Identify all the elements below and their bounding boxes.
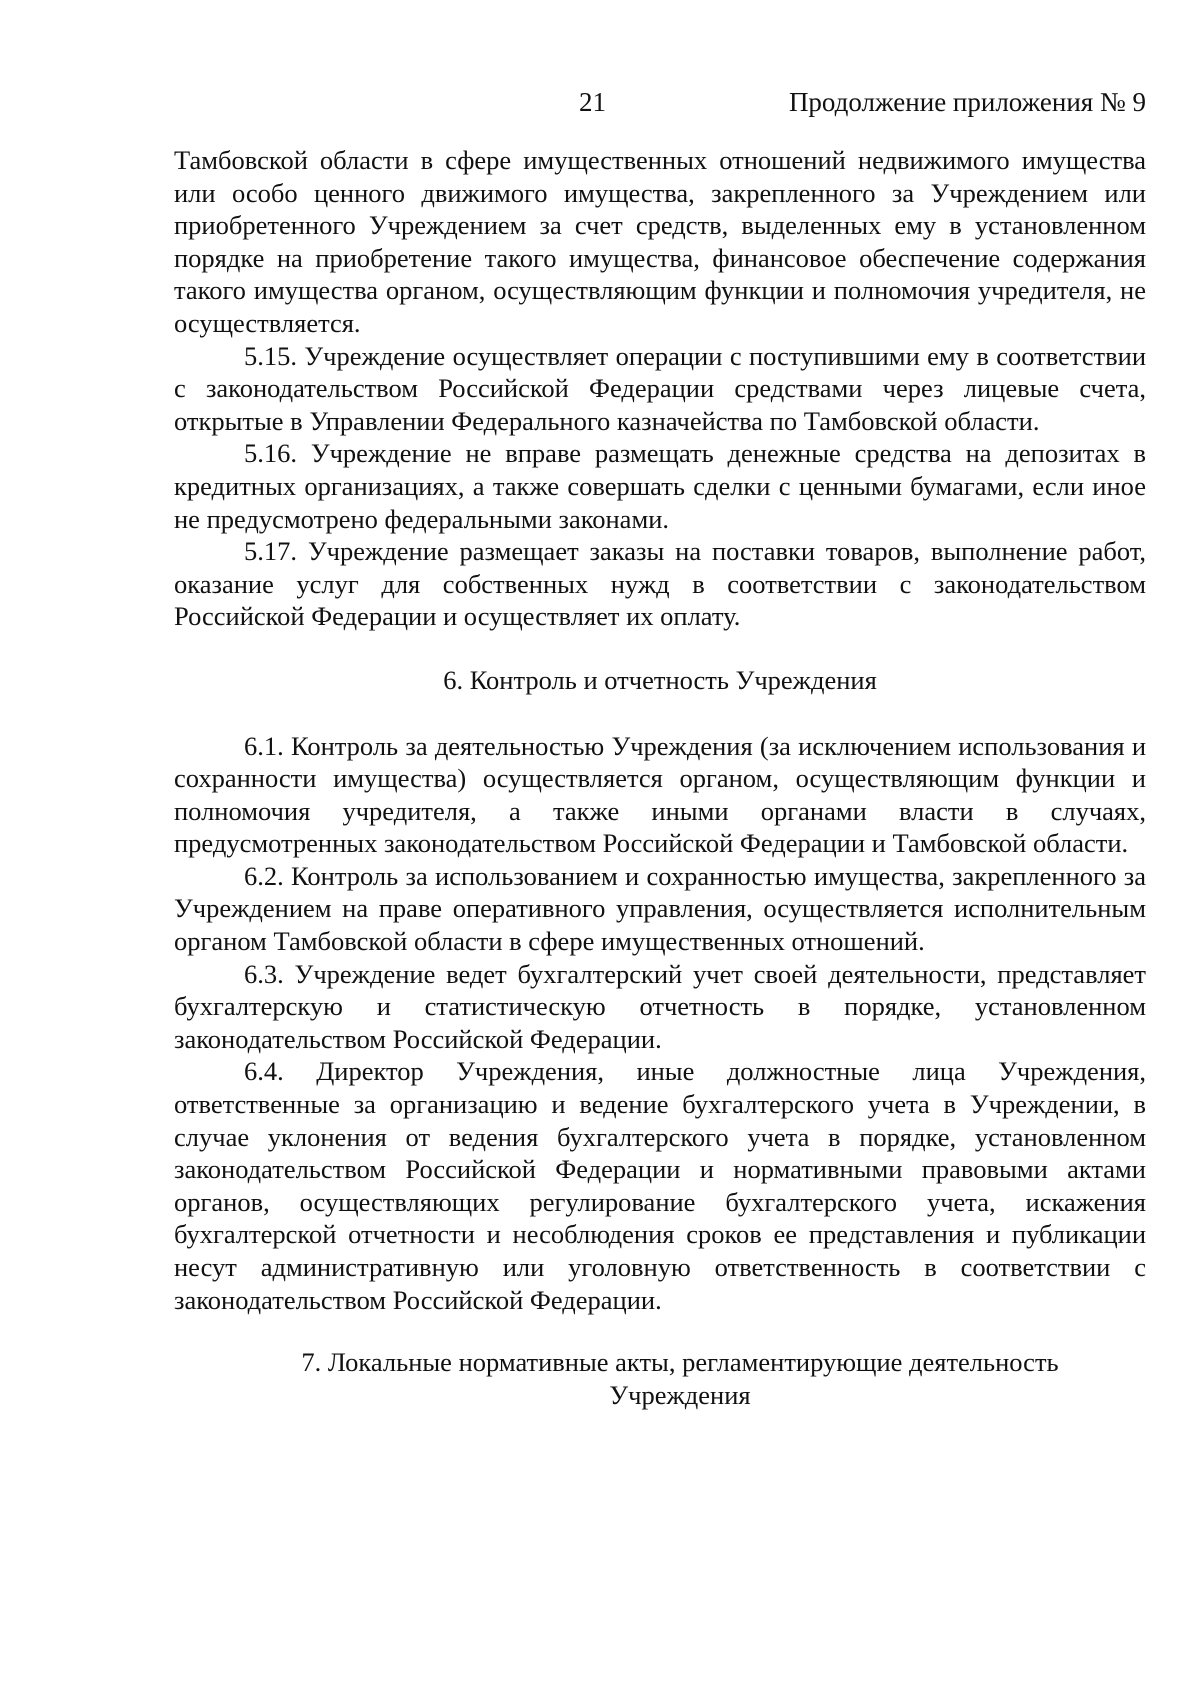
section-7-heading bbox=[174, 1346, 1146, 1411]
section-7-heading-line-2: Учреждения bbox=[609, 1379, 751, 1410]
appendix-continuation-note: Продолжение приложения № 9 bbox=[788, 87, 1146, 117]
paragraph-6-1: 6.1. Контроль за деятельностью Учреждения (за исключением использования и сохранности имущества) осуществляется органом, осуществляющим функции и полномочия учредителя, а также иными органами власти в случаях, предусмотренных законодательством Российской Федерации и Тамбовской области. bbox=[174, 730, 1146, 859]
paragraph-5-16: 5.16. Учреждение не вправе размещать денежные средства на депозитах в кредитных организациях, а также совершать сделки с ценными бумагами, если иное не предусмотрено федеральными законами. bbox=[174, 438, 1146, 534]
paragraph-continuation: Тамбовской области в сфере имущественных отношений недвижимого имущества или особо ценного движимого имущества, закрепленного за Учреждением или приобретенного Учреждением за счет средств, выделенных ему в установленном порядке на приобретение такого имущества, финансовое обеспечение содержания такого имущества органом, осуществляющим функции и полномочия учредителя, не осуществляется. bbox=[174, 145, 1146, 338]
paragraph-5-15: 5.15. Учреждение осуществляет операции с поступившими ему в соответствии с законодательством Российской Федерации средствами через лицевые счета, открытые в Управлении Федерального казначейства по Тамбовской области. bbox=[174, 340, 1146, 436]
section-6-heading: 6. Контроль и отчетность Учреждения bbox=[443, 664, 877, 695]
paragraph-5-17: 5.17. Учреждение размещает заказы на поставки товаров, выполнение работ, оказание услуг для собственных нужд в соответствии с законодательством Российской Федерации и осуществляет их оплату. bbox=[174, 536, 1146, 632]
section-7-heading-line-1: 7. Локальные нормативные акты, регламентирующие деятельность bbox=[301, 1347, 1059, 1378]
page-header bbox=[174, 82, 1146, 122]
document-body bbox=[174, 144, 1146, 1411]
paragraph-6-3: 6.3. Учреждение ведет бухгалтерский учет своей деятельности, представляет бухгалтерскую и статистическую отчетность в порядке, установленном законодательством Российской Федерации. bbox=[174, 958, 1146, 1054]
paragraph-6-2: 6.2. Контроль за использованием и сохранностью имущества, закрепленного за Учреждением на праве оперативного управления, осуществляется исполнительным органом Тамбовской области в сфере имущественных отношений. bbox=[174, 860, 1146, 957]
paragraph-6-4: 6.4. Директор Учреждения, иные должностные лица Учреждения, ответственные за организацию и ведение бухгалтерского учета в Учреждении, в случае уклонения от ведения бухгалтерского учета в порядке, установленном законодательством Российской Федерации и нормативными правовыми актами органов, осуществляющих регулирование бухгалтерского учета, искажения бухгалтерской отчетности и несоблюдения сроков ее представления и публикации несут административную или уголовную ответственность в соответствии с законодательством Российской Федерации. bbox=[174, 1056, 1146, 1315]
page-number: 21 bbox=[579, 87, 606, 117]
